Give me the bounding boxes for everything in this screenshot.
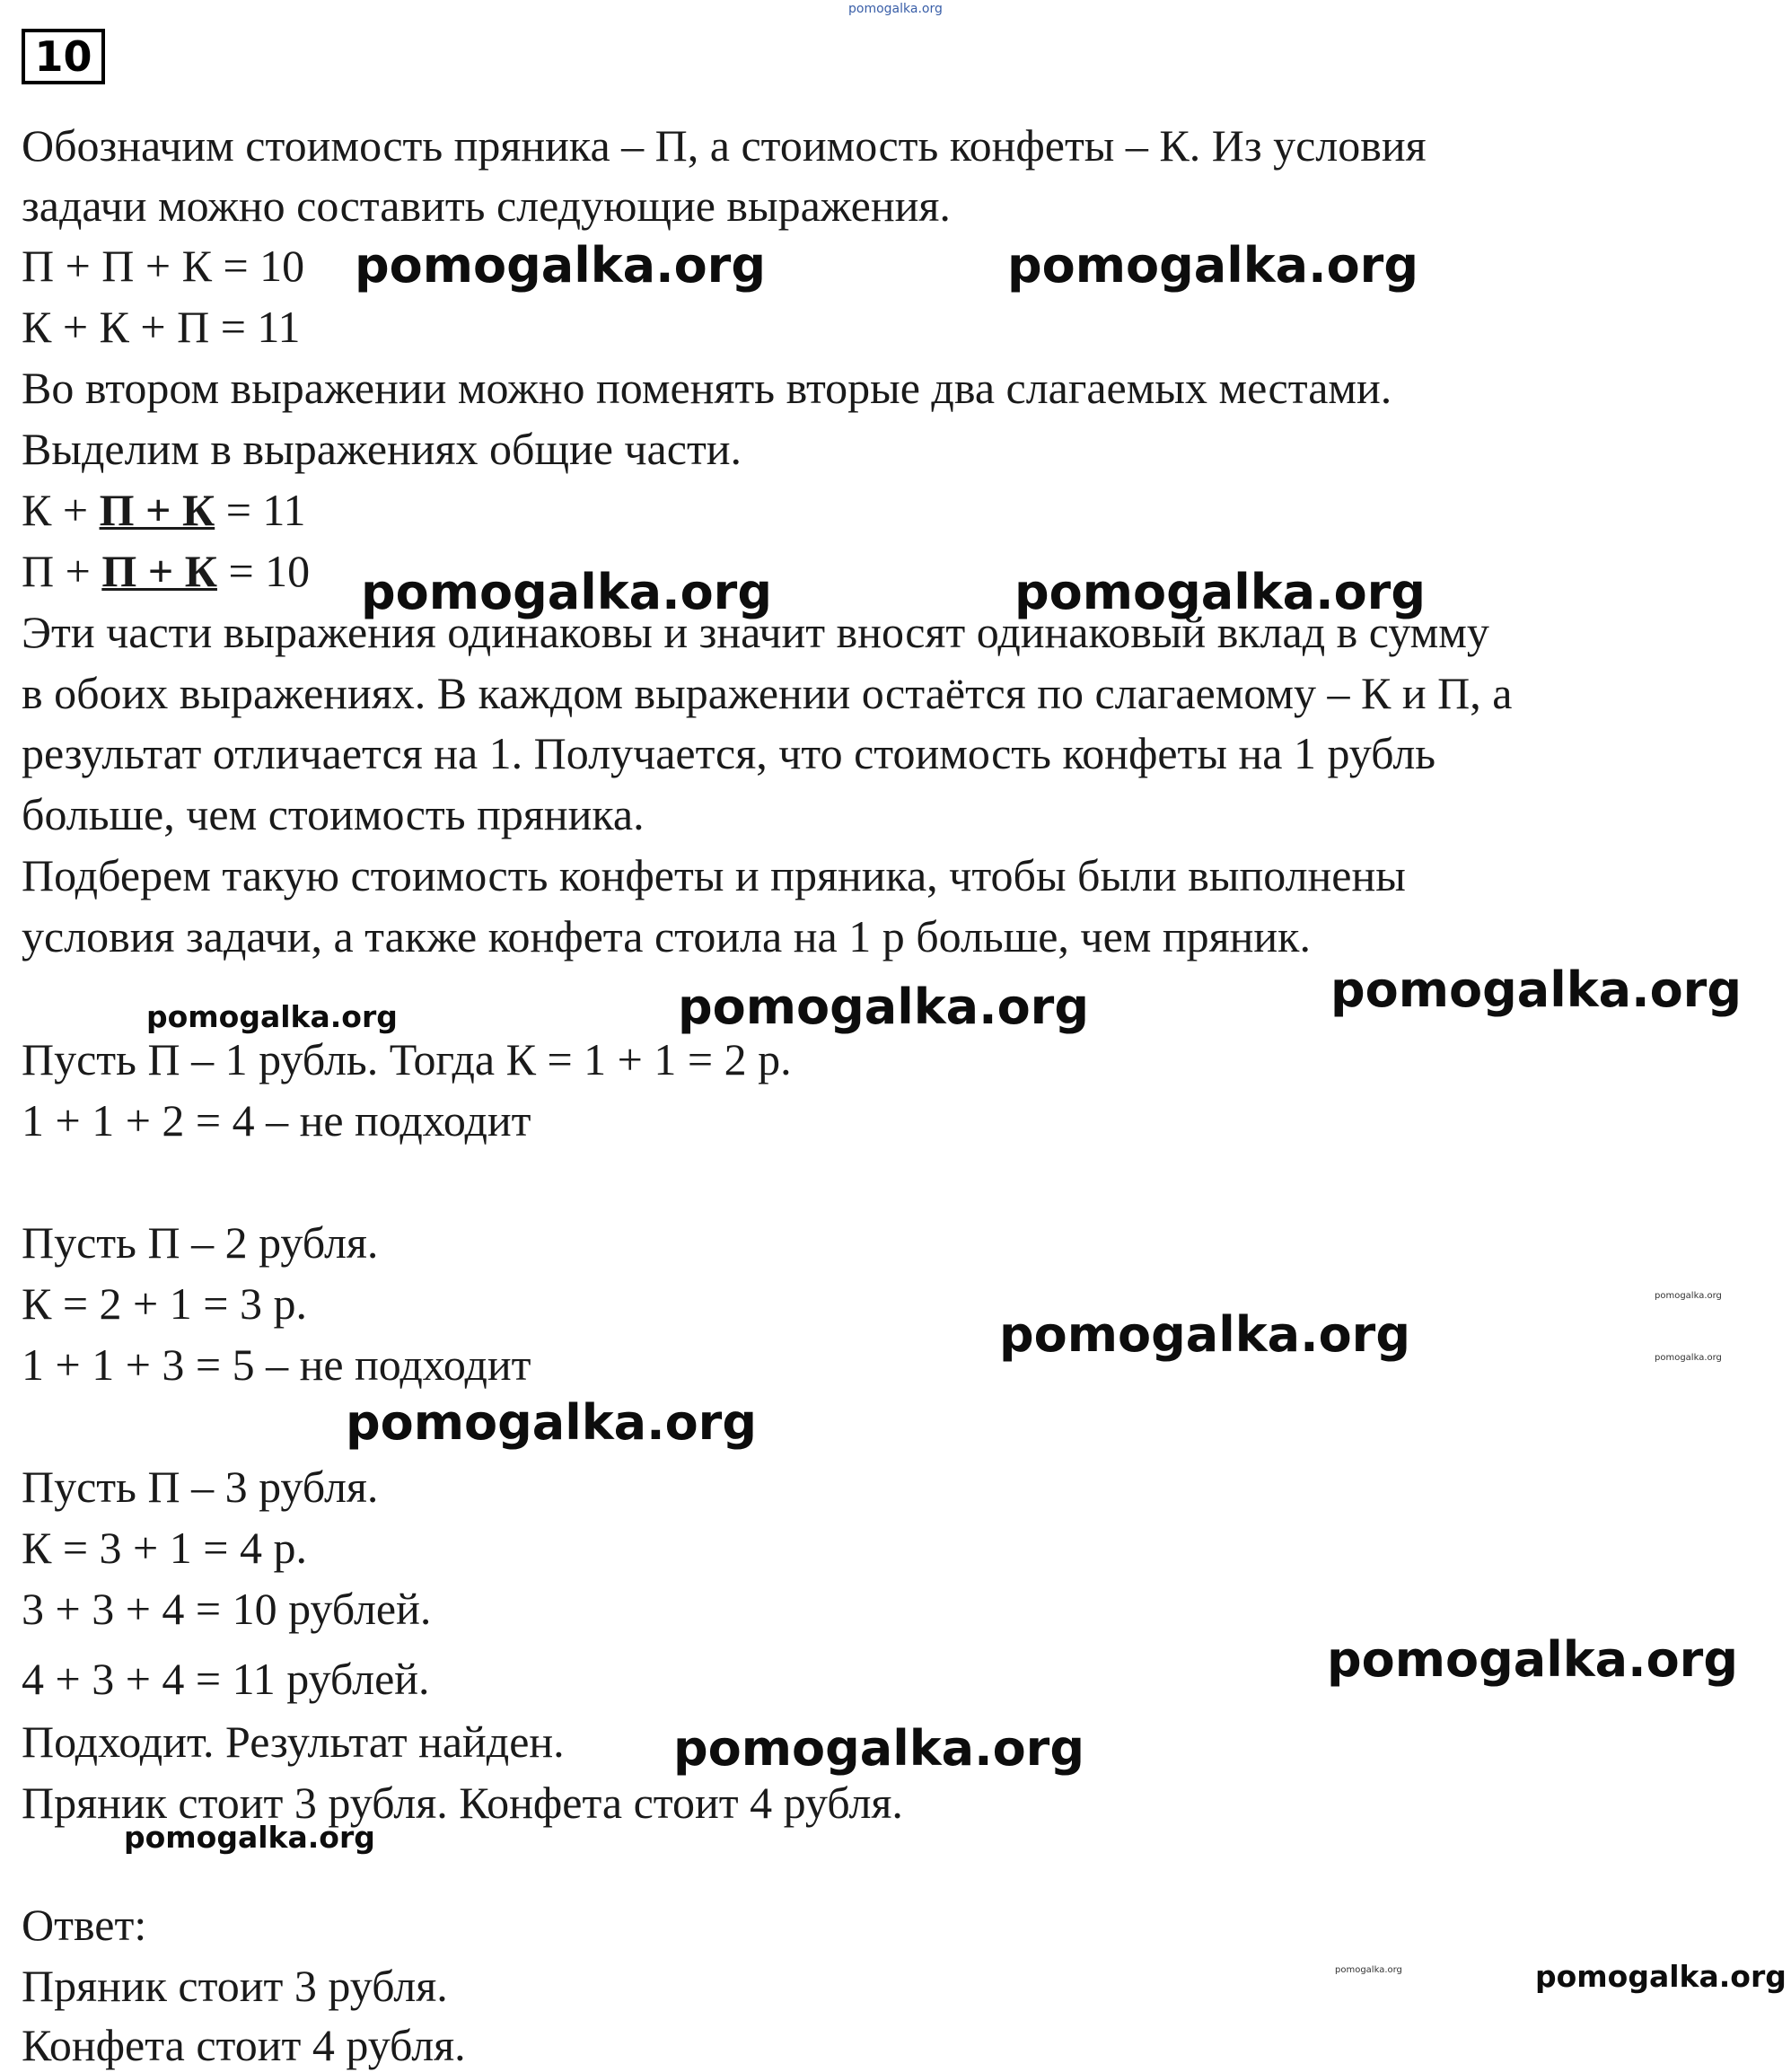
equation-line-bold bbox=[22, 544, 310, 598]
watermark: pomogalka.org bbox=[1330, 961, 1742, 1018]
text-line: Подберем такую стоимость конфеты и пряника, чтобы были выполнены bbox=[22, 850, 1406, 900]
watermark: pomogalka.org bbox=[1335, 1965, 1402, 1975]
watermark: pomogalka.org bbox=[361, 564, 772, 620]
equation-line: К + К + П = 11 bbox=[22, 302, 301, 352]
equation-line: 3 + 3 + 4 = 10 рублей. bbox=[22, 1584, 432, 1634]
equation-part: П + bbox=[22, 546, 102, 596]
text-line: Во втором выражении можно поменять вторые два слагаемых местами. bbox=[22, 363, 1392, 413]
equation-part: К + bbox=[22, 485, 100, 535]
text-line: Пусть П – 3 рубля. bbox=[22, 1462, 379, 1512]
equation-line: К = 2 + 1 = 3 р. bbox=[22, 1278, 307, 1329]
text-line: Пусть П – 1 рубль. Тогда К = 1 + 1 = 2 р. bbox=[22, 1034, 792, 1084]
watermark: pomogalka.org bbox=[673, 1720, 1084, 1777]
equation-line: 1 + 1 + 3 = 5 – не подходит bbox=[22, 1339, 531, 1390]
watermark: pomogalka.org bbox=[678, 979, 1089, 1035]
text-line: Пусть П – 2 рубля. bbox=[22, 1217, 379, 1268]
equation-line: 4 + 3 + 4 = 11 рублей. bbox=[22, 1654, 430, 1704]
common-part: П + К bbox=[101, 546, 217, 596]
equation-line-bold bbox=[22, 483, 306, 537]
answer-line: Пряник стоит 3 рубля. bbox=[22, 1961, 448, 2011]
text-line: задачи можно составить следующие выражения. bbox=[22, 180, 951, 231]
watermark: pomogalka.org bbox=[1007, 237, 1418, 294]
watermark: pomogalka.org bbox=[999, 1306, 1410, 1363]
answer-line: Конфета стоит 4 рубля. bbox=[22, 2020, 466, 2070]
watermark: pomogalka.org bbox=[1655, 1353, 1722, 1363]
watermark: pomogalka.org bbox=[355, 237, 766, 294]
answer-heading: Ответ: bbox=[22, 1900, 147, 1950]
text-line: Обозначим стоимость пряника – П, а стоимость конфеты – К. Из условия bbox=[22, 120, 1427, 171]
text-line: условия задачи, а также конфета стоила на 1 р больше, чем пряник. bbox=[22, 911, 1311, 961]
watermark: pomogalka.org bbox=[1327, 1631, 1738, 1688]
watermark: pomogalka.org bbox=[1535, 1959, 1787, 1994]
text-line: Подходит. Результат найден. bbox=[22, 1716, 565, 1767]
watermark: pomogalka.org bbox=[146, 999, 398, 1034]
problem-number: 10 bbox=[22, 29, 105, 84]
equation-line: 1 + 1 + 2 = 4 – не подходит bbox=[22, 1095, 531, 1146]
common-part: П + К bbox=[99, 485, 215, 535]
text-line: Выделим в выражениях общие части. bbox=[22, 424, 742, 474]
text-line: Пряник стоит 3 рубля. Конфета стоит 4 рубля. bbox=[22, 1778, 903, 1828]
watermark: pomogalka.org bbox=[1014, 564, 1426, 620]
equation-part: = 10 bbox=[216, 546, 311, 596]
text-line: больше, чем стоимость пряника. bbox=[22, 789, 645, 839]
equation-line: П + П + К = 10 bbox=[22, 241, 305, 291]
text-line: в обоих выражениях. В каждом выражении остаётся по слагаемому – К и П, а bbox=[22, 668, 1513, 718]
watermark: pomogalka.org bbox=[124, 1820, 375, 1855]
watermark: pomogalka.org bbox=[848, 2, 943, 16]
text-line: результат отличается на 1. Получается, что стоимость конфеты на 1 рубль bbox=[22, 728, 1436, 778]
watermark: pomogalka.org bbox=[346, 1394, 757, 1451]
watermark: pomogalka.org bbox=[1655, 1291, 1722, 1301]
text-line: Эти части выражения одинаковы и значит вносят одинаковый вклад в сумму bbox=[22, 607, 1489, 657]
equation-line: К = 3 + 1 = 4 р. bbox=[22, 1523, 307, 1573]
equation-part: = 11 bbox=[215, 485, 306, 535]
